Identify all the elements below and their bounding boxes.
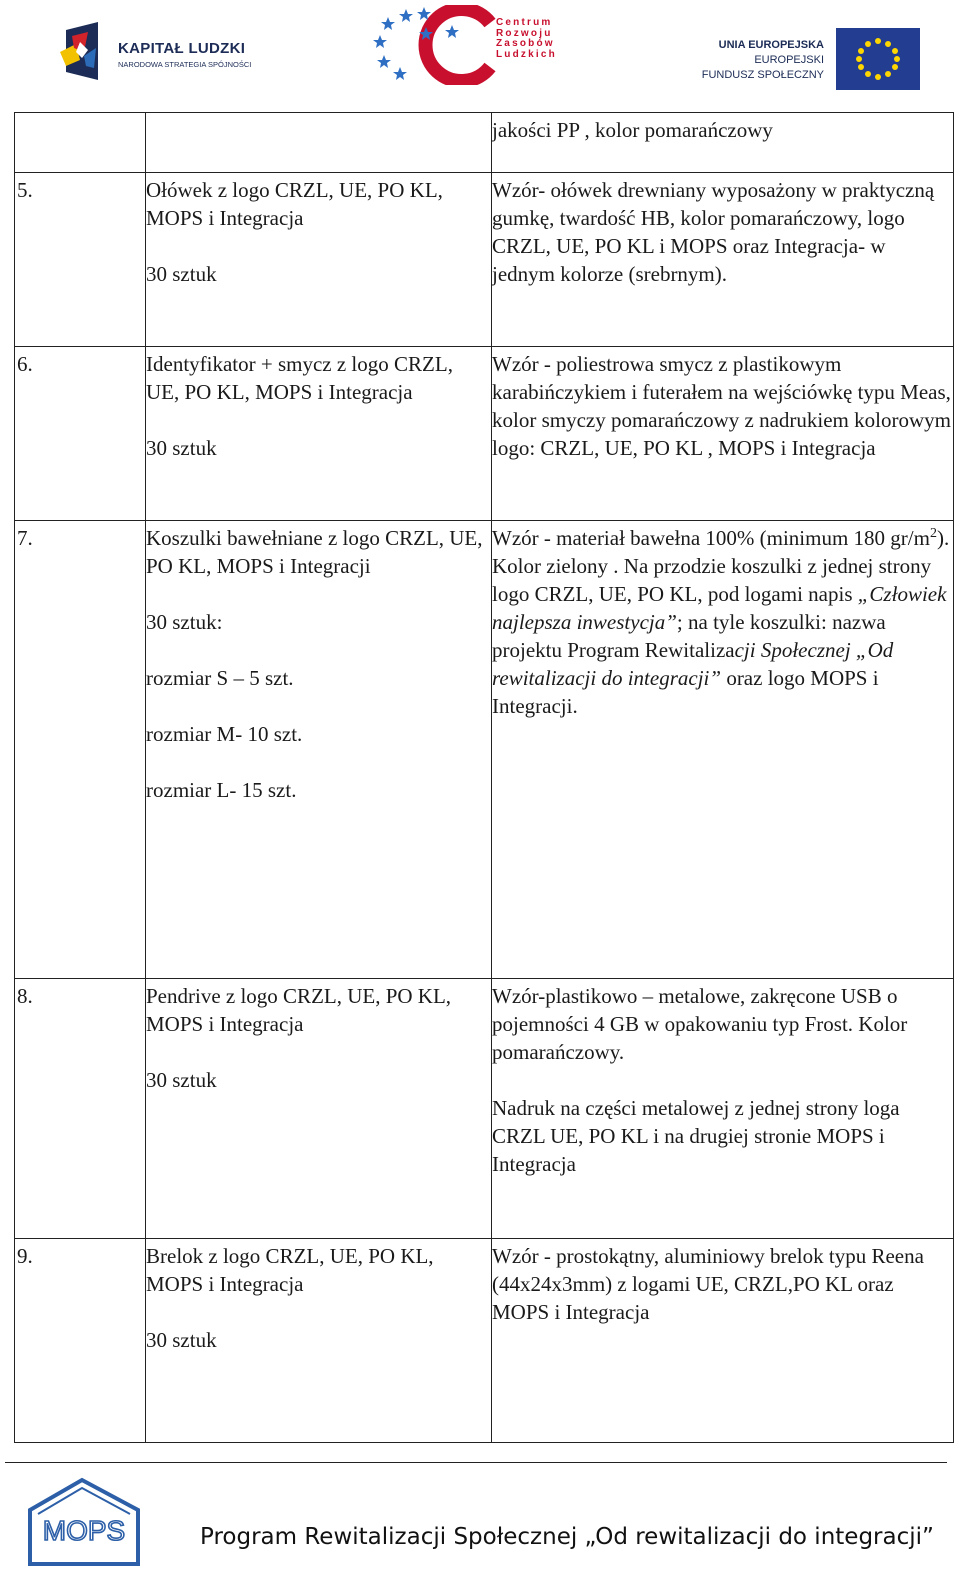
eu-stars-icon <box>836 28 920 90</box>
ue-text <box>702 38 824 83</box>
crzl-line: Zasobów <box>496 38 555 50</box>
item-quantity: 30 sztuk <box>146 1068 217 1092</box>
desc-part: Wzór - materiał bawełna 100% (minimum 180 gr/m <box>492 526 930 550</box>
table-cell-name <box>146 347 492 521</box>
table-cell-name <box>146 979 492 1239</box>
item-name: Koszulki bawełniane z logo CRZL, UE, PO KL, MOPS i Integracji <box>146 526 483 578</box>
table-cell-name <box>146 521 492 979</box>
desc-slogan: „Człowiek najlepsza inwestycja” <box>492 582 947 634</box>
desc-part: ). Kolor zielony . Na przodzie koszulki z jednej strony logo CRZL, UE, PO KL, pod logami napis <box>492 526 950 606</box>
table-cell-no <box>15 521 146 979</box>
mops-logo <box>26 1476 144 1568</box>
table-cell-desc <box>492 521 954 979</box>
mops-logo-text: MOPS <box>42 1515 126 1546</box>
crzl-line: Rozwoju <box>496 27 553 39</box>
crzl-text <box>496 18 557 60</box>
item-number: 8. <box>17 984 33 1008</box>
crzl-emblem-icon <box>372 5 496 85</box>
kapital-ludzki-subtitle: NARODOWA STRATEGIA SPÓJNOŚCI <box>118 60 252 69</box>
crzl-logo <box>372 5 572 85</box>
table-cell-no <box>15 1239 146 1443</box>
table-row <box>15 347 954 521</box>
item-name: Brelok z logo CRZL, UE, PO KL, MOPS i Integracja <box>146 1244 434 1296</box>
item-name: Ołówek z logo CRZL, UE, PO KL, MOPS i Integracja <box>146 178 443 230</box>
desc-project-name: cji Społecznej „Od rewitalizacji do integracji” <box>492 638 894 690</box>
item-description: jakości PP , kolor pomarańczowy <box>492 118 773 142</box>
item-description-print: Nadruk na części metalowej z jednej strony loga CRZL UE, PO KL i na drugiej stronie MOPS i Integracja <box>492 1096 900 1176</box>
desc-part: oraz logo MOPS i Integracji. <box>492 666 879 718</box>
kapital-ludzki-emblem-icon <box>58 22 110 82</box>
size-l: rozmiar L- 15 szt. <box>146 778 297 802</box>
item-description: Wzór - poliestrowa smycz z plastikowym karabińczykiem i futerałem na wejściówkę typu Meas, kolor smyczy pomarańczowy z nadrukiem kolorowym logo: CRZL, UE, PO KL , MOPS i Integracja <box>492 352 951 460</box>
table-cell-desc <box>492 347 954 521</box>
crzl-line: Ludzkich <box>496 48 557 60</box>
table-row <box>15 173 954 347</box>
table-cell-no <box>15 979 146 1239</box>
table-cell-no <box>15 347 146 521</box>
ue-line: UNIA EUROPEJSKA <box>718 39 824 51</box>
item-number: 7. <box>17 526 33 550</box>
item-number: 5. <box>17 178 33 202</box>
table-cell-desc <box>492 173 954 347</box>
item-description: Wzór-plastikowo – metalowe, zakręcone USB o pojemności 4 GB w opakowaniu typ Frost. Kolor pomarańczowy. <box>492 984 908 1064</box>
table-cell-no <box>15 173 146 347</box>
item-quantity: 30 sztuk <box>146 436 217 460</box>
table-cell-name <box>146 173 492 347</box>
item-description <box>492 521 953 720</box>
table-row <box>15 979 954 1239</box>
eu-flag-icon <box>836 28 920 90</box>
table-cell-name <box>146 113 492 173</box>
item-description: Wzór- ołówek drewniany wyposażony w praktyczną gumkę, twardość HB, kolor pomarańczowy, logo CRZL, UE, PO KL i MOPS oraz Integracja- w jednym kolorze (srebrnym). <box>492 178 935 286</box>
ue-efs-logo <box>700 28 922 94</box>
item-number: 9. <box>17 1244 33 1268</box>
size-m: rozmiar M- 10 szt. <box>146 722 303 746</box>
kapital-ludzki-title: KAPITAŁ LUDZKI <box>118 40 246 57</box>
item-quantity: 30 sztuk <box>146 262 217 286</box>
table-cell-no <box>15 113 146 173</box>
page-header <box>0 0 960 105</box>
desc-superscript: 2 <box>929 526 937 541</box>
table-cell-desc <box>492 113 954 173</box>
kapital-ludzki-logo <box>58 22 252 87</box>
items-table <box>14 112 954 1443</box>
crzl-line: Centrum <box>496 17 553 28</box>
footer-divider <box>5 1462 947 1463</box>
mops-house-icon <box>26 1476 144 1568</box>
footer-program-name: Program Rewitalizacji Społecznej „Od rewitalizacji do integracji” <box>200 1524 934 1550</box>
table-row <box>15 1239 954 1443</box>
ue-line: FUNDUSZ SPOŁECZNY <box>701 69 824 81</box>
item-number: 6. <box>17 352 33 376</box>
table-cell-desc <box>492 1239 954 1443</box>
table-row <box>15 113 954 173</box>
item-quantity: 30 sztuk <box>146 1328 217 1352</box>
size-s: rozmiar S – 5 szt. <box>146 666 294 690</box>
item-name: Identyfikator + smycz z logo CRZL, UE, PO KL, MOPS i Integracja <box>146 352 453 404</box>
table-cell-name <box>146 1239 492 1443</box>
item-description: Wzór - prostokątny, aluminiowy brelok typu Reena (44x24x3mm) z logami UE, CRZL,PO KL oraz MOPS i Integracja <box>492 1244 924 1324</box>
table-row <box>15 521 954 979</box>
ue-line: EUROPEJSKI <box>754 54 824 66</box>
item-quantity: 30 sztuk: <box>146 610 223 634</box>
desc-part: ; na tyle koszulki: nazwa projektu Program Rewitaliza <box>492 610 886 662</box>
table-cell-desc <box>492 979 954 1239</box>
item-name: Pendrive z logo CRZL, UE, PO KL, MOPS i Integracja <box>146 984 452 1036</box>
